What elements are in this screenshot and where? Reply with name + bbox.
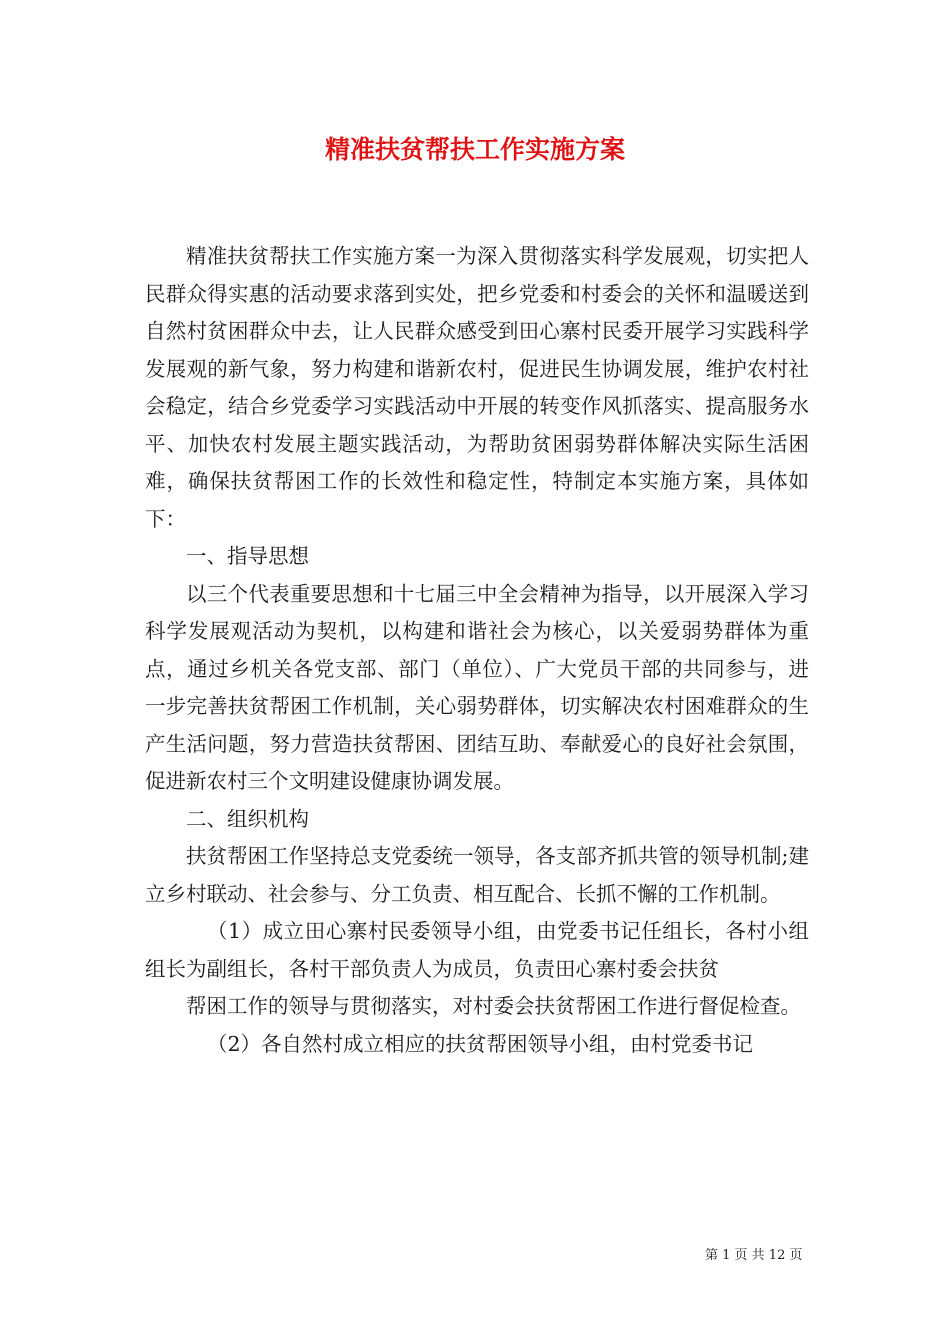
paragraph-organization: 扶贫帮困工作坚持总支党委统一领导，各支部齐抓共管的领导机制;建立乡村联动、社会参与、分工负责、相互配合、长抓不懈的工作机制。 <box>145 844 809 906</box>
section-heading-organization: 二、组织机构 <box>186 806 309 831</box>
paragraph-item-1-continued: 帮困工作的领导与贯彻落实，对村委会扶贫帮困工作进行督促检查。 <box>186 994 801 1018</box>
section-heading-guiding-ideology: 一、指导思想 <box>186 544 309 568</box>
paragraph-item-1: （1）成立田心寨村民委领导小组，由党委书记任组长，各村小组组长为副组长，各村干部负责人为成员，负责田心寨村委会扶贫 <box>145 919 809 981</box>
paragraph-item-2: （2）各自然村成立相应的扶贫帮困领导小组，由村党委书记 <box>207 1031 754 1056</box>
page-number-footer: 第 1 页 共 12 页 <box>705 1248 803 1263</box>
paragraph-intro: 精准扶贫帮扶工作实施方案一为深入贯彻落实科学发展观，切实把人民群众得实惠的活动要求落到实处，把乡党委和村委会的关怀和温暖送到自然村贫困群众中去，让人民群众感受到田心寨村民委开展学习实践科学发展观的新气象，努力构建和谐新农村，促进民生协调发展，维护农村社会稳定，结合乡党委学习实践活动中开展的转变作风抓落实、提高服务水平、加快农村发展主题实践活动，为帮助贫困弱势群体解决实际生活困难，确保扶贫帮困工作的长效性和稳定性，特制定本实施方案，具体如下： <box>145 244 809 531</box>
document-title: 精准扶贫帮扶工作实施方案 <box>324 135 625 164</box>
paragraph-guiding-ideology: 以三个代表重要思想和十七届三中全会精神为指导，以开展深入学习科学发展观活动为契机，以构建和谐社会为核心，以关爱弱势群体为重点，通过乡机关各党支部、部门（单位）、广大党员干部的共同参与，进一步完善扶贫帮困工作机制，关心弱势群体，切实解决农村困难群众的生产生活问题，努力营造扶贫帮困、团结互助、奉献爱心的良好社会氛围，促进新农村三个文明建设健康协调发展。 <box>145 581 809 793</box>
document-body <box>145 238 809 1063</box>
